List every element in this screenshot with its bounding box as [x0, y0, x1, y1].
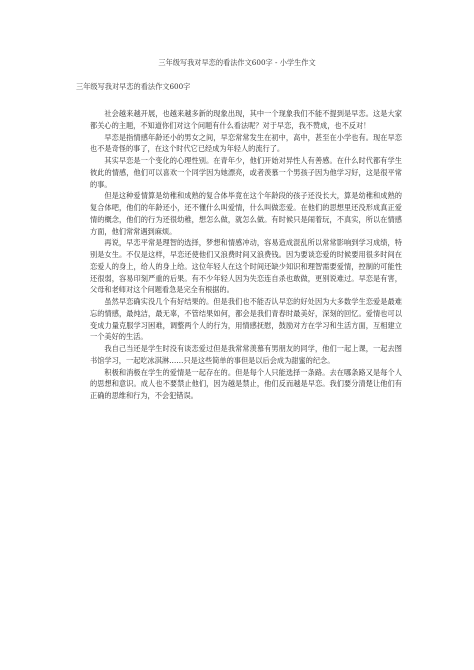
paragraph: 但是这种爱情算是幼稚和成熟的复合体毕竟在这个年龄段的孩子还没长大，算是幼稚和成熟的复合体吧，他们的年龄还小，还不懂什么叫爱情，什么叫做恋爱。在他们的思想里还没形成真正爱情的概念，他们的行为还很幼稚，想怎么做，就怎么做。有时候只是闹着玩，不真实，所以在情感方面，他们常常遇到麻烦。: [90, 191, 402, 236]
paragraph: 早恋是指情感年龄还小的男女之间，早恋常常发生在初中，高中，甚至在小学也有。现在早恋也不是奇怪的事了，在这个时代它已经成为年轻人的流行了。: [90, 132, 402, 154]
article-body: [90, 108, 402, 402]
paragraph: 其实早恋是一个变化的心理性别。在青年少，他们开始对异性人有善感。在什么时代都有学生彼此的情感，他们可以喜欢一个同学因为她漂亮，或者羡慕一个男孩子因为他学习好，这是很平常的事。: [90, 156, 402, 189]
paragraph: 社会越来越开展，也越来越多新的现象出现，其中一个现象我们不能不提到是早恋。这是大家都关心的主题，不知道你们对这个问题有什么看法呢？对于早恋，我不赞成，也不反对！: [90, 109, 402, 130]
article-heading: 三年级写我对早恋的看法作文600字: [76, 82, 191, 91]
paragraph: 积极和消极在学生的爱情是一起存在的。但是每个人只能选择一条路。去在哪条路又是每个人的思想和意识。成人也不要禁止他们，因为越是禁止，他们反而越是早恋。我们要分清楚让他们有正确的思维和行为，不会犯错误。: [90, 367, 402, 400]
paragraph: 我自己当还是学生时没有谈恋爱过但是我常常羡慕有男朋友的同学，他们一起上课，一起去图书馆学习，一起吃冰淇淋……只是这些简单的事但是以后会成为甜蜜的纪念。: [90, 344, 402, 365]
paragraph: 再说，早恋平常是理智的选择，梦想和情感冲动，容易造成混乱所以常常影响到学习成绩，特别是女生。不仅是这样，早恋还使他们又浪费时间又浪费钱。因为要谈恋爱的时候要用很多时间在恋爱人的身上，给人的身上给。这位年轻人在这个时间还缺少知识和理智需要爱情，控制的可能性还很弱，容易印刻严重的后果。有不少年轻人因为失恋连自杀也敢做，更别说难过。早恋是有害，父母和老师对这个问题看急是完全有根据的。: [90, 238, 402, 295]
paragraph: 虽然早恋确实没几个有好结果的。但是我们也不能否认早恋的好处因为大多数学生恋爱是最难忘的情感，最纯洁，最无辜，不管结果如何，都会是我们青春时最美好，深刻的回忆。爱情也可以变成力量克服学习困难，调整两个人的行为，用情感抚慰，鼓励对方在学习和生活方面，互相建立一个美好的生活。: [90, 297, 402, 342]
document-title: 三年级写我对早恋的看法作文600字 - 小学生作文: [158, 58, 316, 67]
